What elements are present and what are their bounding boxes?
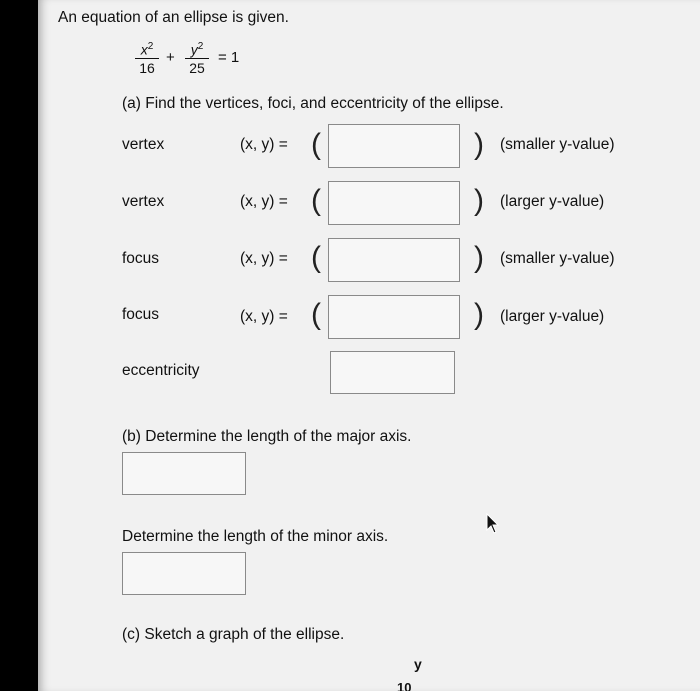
focus-smaller-input[interactable] xyxy=(328,238,460,282)
major-axis-input[interactable] xyxy=(122,452,246,495)
focus-larger-input[interactable] xyxy=(328,295,460,339)
vertex-larger-input[interactable] xyxy=(328,181,460,225)
coord-label: (x, y) = xyxy=(240,193,288,210)
eccentricity-label: eccentricity xyxy=(122,362,200,379)
graph-y-axis-label: y xyxy=(414,656,422,672)
open-paren: ( xyxy=(311,241,321,274)
fraction-x xyxy=(135,40,159,76)
coord-label: (x, y) = xyxy=(240,308,288,325)
part-a-prompt: (a) Find the vertices, foci, and eccentricity of the ellipse. xyxy=(122,95,504,112)
y-exponent: 2 xyxy=(197,41,204,52)
eccentricity-input[interactable] xyxy=(330,351,455,394)
row-label: vertex xyxy=(122,193,165,210)
major-axis-prompt: (b) Determine the length of the major axis. xyxy=(122,428,412,445)
close-paren: ) xyxy=(474,298,484,331)
open-paren: ( xyxy=(311,184,321,217)
row-hint: (larger y-value) xyxy=(500,193,605,210)
minor-axis-input[interactable] xyxy=(122,552,246,595)
close-paren: ) xyxy=(474,241,484,274)
plus-sign: + xyxy=(166,49,175,66)
close-paren: ) xyxy=(474,184,484,217)
row-label: focus xyxy=(122,306,160,323)
close-paren: ) xyxy=(474,128,484,161)
coord-label: (x, y) = xyxy=(240,250,288,267)
equals-one: = 1 xyxy=(218,49,240,66)
intro-text: An equation of an ellipse is given. xyxy=(58,9,289,26)
row-label: vertex xyxy=(122,136,165,153)
row-hint: (smaller y-value) xyxy=(500,250,615,267)
y-denominator: 25 xyxy=(189,59,205,76)
open-paren: ( xyxy=(311,128,321,161)
minor-axis-prompt: Determine the length of the minor axis. xyxy=(122,528,389,545)
vertex-smaller-input[interactable] xyxy=(328,124,460,168)
x-variable: x xyxy=(140,41,148,58)
graph-tick-label: 10 xyxy=(397,680,412,691)
open-paren: ( xyxy=(311,298,321,331)
y-variable: y xyxy=(190,41,198,58)
x-exponent: 2 xyxy=(147,41,154,52)
fraction-y xyxy=(185,40,209,76)
part-c-prompt: (c) Sketch a graph of the ellipse. xyxy=(122,626,345,643)
row-label: focus xyxy=(122,250,160,267)
coord-label: (x, y) = xyxy=(240,136,288,153)
row-hint: (larger y-value) xyxy=(500,308,605,325)
row-hint: (smaller y-value) xyxy=(500,136,615,153)
mouse-pointer-icon xyxy=(485,512,501,536)
x-denominator: 16 xyxy=(139,59,155,76)
